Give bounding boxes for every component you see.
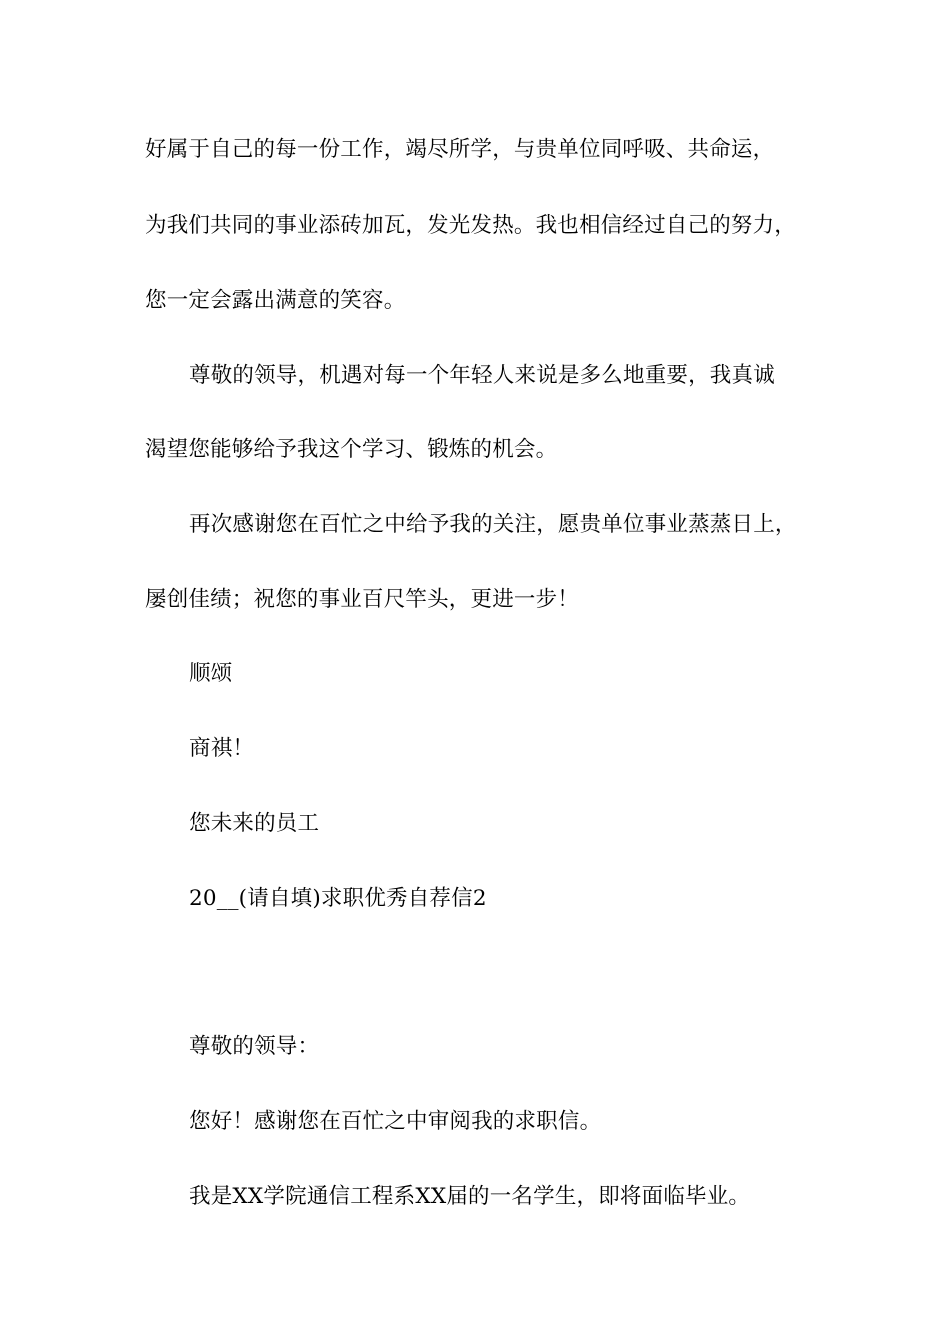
body-text-line: 屡创佳绩；祝您的事业百尺竿头，更进一步！ xyxy=(145,587,580,612)
paragraph-first-line: 再次感谢您在百忙之中给予我的关注，愿贵单位事业蒸蒸日上， xyxy=(189,512,797,537)
body-text-line: 我是XX学院通信工程系XX届的一名学生，即将面临毕业。 xyxy=(189,1184,751,1209)
closing-salutation: 顺颂 xyxy=(189,661,233,686)
signature-line: 您未来的员工 xyxy=(189,811,320,836)
body-text-line: 您好！感谢您在百忙之中审阅我的求职信。 xyxy=(189,1109,602,1134)
body-text-line: 好属于自己的每一份工作，竭尽所学，与贵单位同呼吸、共命运， xyxy=(145,137,775,162)
body-text-line: 为我们共同的事业添砖加瓦，发光发热。我也相信经过自己的努力， xyxy=(145,213,797,238)
paragraph-first-line: 尊敬的领导，机遇对每一个年轻人来说是多么地重要，我真诚 xyxy=(189,363,775,388)
section-title: 20__(请自填)求职优秀自荐信2 xyxy=(189,886,487,911)
greeting: 尊敬的领导： xyxy=(189,1034,320,1059)
body-text-line: 您一定会露出满意的笑容。 xyxy=(145,288,406,313)
body-text-line: 渴望您能够给予我这个学习、锻炼的机会。 xyxy=(145,437,558,462)
closing-wish: 商祺！ xyxy=(189,736,255,761)
